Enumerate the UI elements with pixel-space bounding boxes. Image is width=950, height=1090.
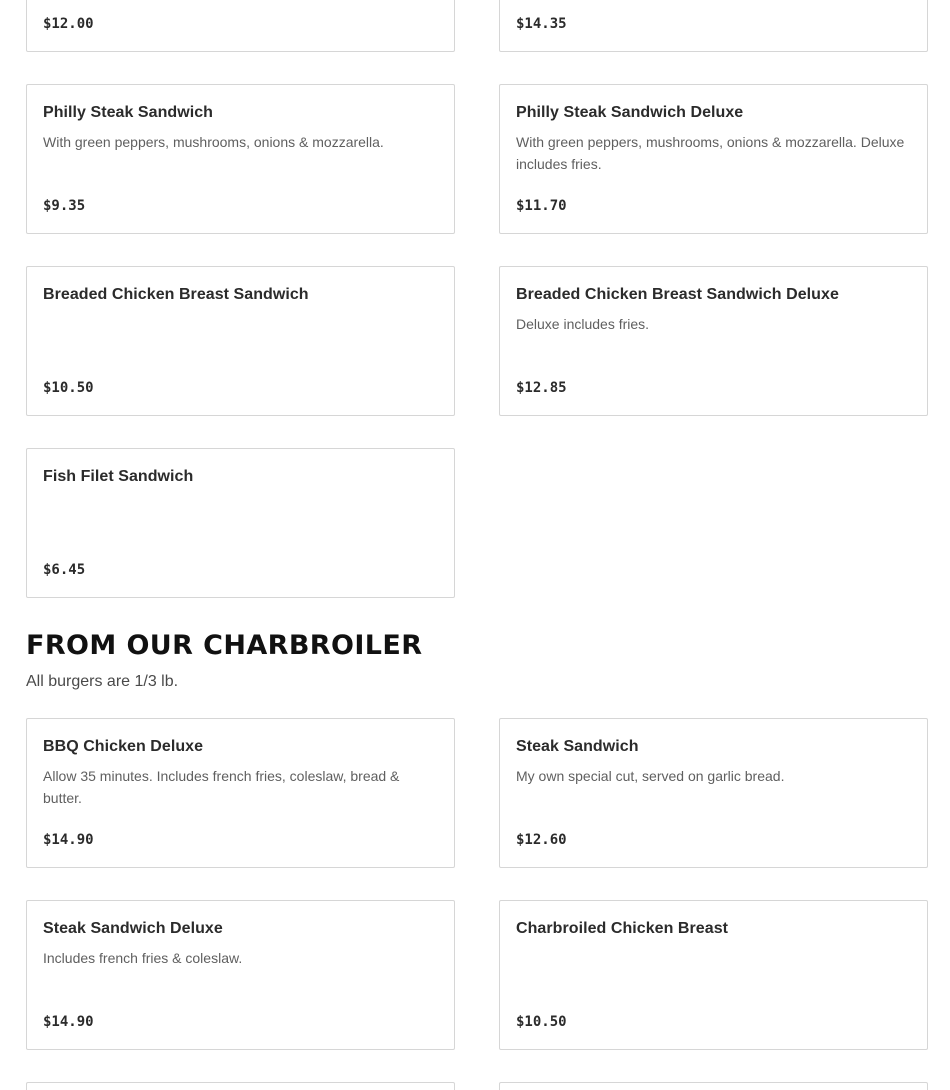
menu-item-card[interactable] [26,900,455,1050]
menu-item-card[interactable] [499,900,928,1050]
item-description: Allow 35 minutes. Includes french fries, coleslaw, bread & butter. [43,768,400,806]
item-description: With green peppers, mushrooms, onions & mozzarella. [43,134,384,150]
menu-item-card[interactable] [499,1082,928,1090]
menu-item-card[interactable] [26,266,455,416]
section-title: FROM OUR CHARBROILER [26,630,423,661]
item-title: Breaded Chicken Breast Sandwich [43,286,309,303]
menu-item-card[interactable] [499,718,928,868]
section-subtitle: All burgers are 1/3 lb. [26,673,179,690]
item-title: Charbroiled Chicken Breast [516,920,729,937]
menu-item-card[interactable] [26,0,455,52]
item-price: $12.60 [516,832,567,848]
item-price: $6.45 [43,562,86,578]
item-title: BBQ Chicken Deluxe [43,738,204,755]
item-price: $14.90 [43,832,94,848]
item-description: Includes french fries & coleslaw. [43,950,243,966]
item-price: $14.35 [516,16,567,32]
item-description: Deluxe includes fries. [516,316,650,332]
menu-item-card[interactable] [26,1082,455,1090]
item-price: $14.90 [43,1014,94,1030]
item-title: Steak Sandwich Deluxe [43,920,223,937]
item-price: $10.50 [516,1014,567,1030]
item-price: $12.85 [516,380,567,396]
item-description: With green peppers, mushrooms, onions & mozzarella. Deluxe includes fries. [516,134,905,172]
item-price: $12.00 [43,16,94,32]
menu-item-card[interactable] [499,266,928,416]
item-title: Philly Steak Sandwich Deluxe [516,104,744,121]
item-price: $11.70 [516,198,567,214]
item-title: Breaded Chicken Breast Sandwich Deluxe [516,286,839,303]
item-title: Steak Sandwich [516,738,639,755]
menu-item-card[interactable] [26,718,455,868]
item-price: $10.50 [43,380,94,396]
item-title: Philly Steak Sandwich [43,104,213,121]
item-title: Fish Filet Sandwich [43,468,194,485]
menu-item-card[interactable] [26,448,455,598]
menu-item-card[interactable] [499,84,928,234]
menu-item-card[interactable] [499,0,928,52]
item-price: $9.35 [43,198,86,214]
item-description: My own special cut, served on garlic bread. [516,768,785,784]
menu-item-card[interactable] [26,84,455,234]
